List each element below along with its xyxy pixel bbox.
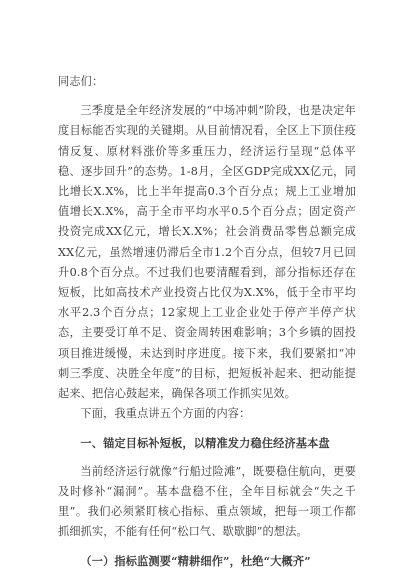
- salutation: 同志们：: [58, 75, 104, 88]
- body-paragraph-overview: 三季度是全年经济发展的“中场冲刺”阶段，也是决定年度目标能否实现的关键期。从目前情况看，全区上下顶住疫情反复、原材料涨价等多重压力，经济运行呈现“总体平稳、逐步回升”的态势。1-8月，全区GDP完成XX亿元，同比增长X.X%，比上半年提高0.3个百分点；规上工业增加值增长X.X%，高于全市平均水平0.5个百分点；固定资产投资完成XX亿元，增长X.X%；社会消费品零售总额完成XX亿元，虽然增速仍滞后全市1.2个百分点，但较7月已回升0.8个百分点。不过我们也要清醒看到，部分指标还存在短板，比如高技术产业投资占比仅为X.X%，低于全市平均水平2.3个百分点；12家规上工业企业处于停产半停产状态，主要受订单不足、资金周转困难影响；3个乡镇的固投项目推进缓慢，未达到时序进度。接下来，我们要紧扣“冲刺三季度、决胜全年度”的目标，把短板补起来、把动能提起来、把信心鼓起来，确保各项工作抓实见效。: [58, 104, 356, 401]
- subsection-heading-1: （一）指标监测要“精耕细作”，杜绝“大概齐”: [80, 554, 311, 569]
- body-paragraph-outline: 下面，我重点讲五个方面的内容：: [80, 407, 251, 421]
- section-heading-1: 一、锚定目标补短板，以精准发力稳住经济基本盘: [80, 436, 330, 451]
- section-1-paragraph: 当前经济运行就像“行船过险滩”，既要稳住航向，更要及时修补“漏洞”。基本盘稳不住，全年目标就会“失之千里”。我们必须紧盯核心指标、重点领域，把每一项工作都抓细抓实，不能有任何“松口气、歇歇脚”的想法。: [58, 464, 356, 539]
- document-page: [58, 72, 356, 572]
